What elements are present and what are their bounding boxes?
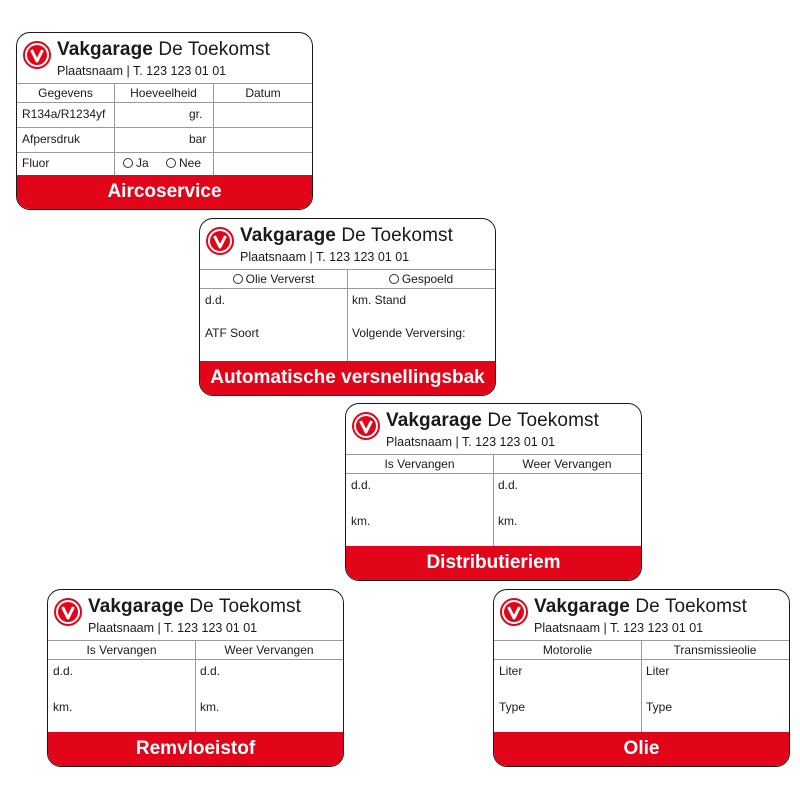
radio-olie-ververst[interactable]: Olie Ververst xyxy=(200,272,347,286)
vakgarage-logo-icon xyxy=(352,412,380,440)
vakgarage-logo-icon xyxy=(23,41,51,69)
distributieriem-label xyxy=(345,403,642,581)
brand-name: Vakgarage De Toekomst xyxy=(88,596,301,617)
table-header: Is Vervangen xyxy=(384,457,455,471)
field-label: km. xyxy=(351,514,371,528)
label-title-bar: Distributieriem xyxy=(346,546,641,580)
table-header: Datum xyxy=(245,86,281,100)
field-label: d.d. xyxy=(200,664,221,678)
field-label: d.d. xyxy=(498,478,519,492)
field-label: Volgende Verversing: xyxy=(352,326,466,340)
label-header xyxy=(48,590,343,640)
automatic-gearbox-label xyxy=(199,218,496,396)
field-label: ATF Soort xyxy=(205,326,259,340)
table-header: Hoeveelheid xyxy=(130,86,197,100)
table-header: Weer Vervangen xyxy=(224,643,314,657)
brand-name: Vakgarage De Toekomst xyxy=(240,225,453,246)
label-title-bar: Automatische versnellingsbak xyxy=(200,361,495,395)
row-label: R134a/R1234yf xyxy=(22,107,106,121)
label-header xyxy=(17,33,312,83)
table-header: Weer Vervangen xyxy=(522,457,612,471)
field-label: Liter xyxy=(499,664,523,678)
table-header: Transmissieolie xyxy=(673,643,757,657)
aircoservice-label xyxy=(16,32,313,210)
brand-name: Vakgarage De Toekomst xyxy=(386,410,599,431)
olie-label xyxy=(493,589,790,767)
remvloeistof-label xyxy=(47,589,344,767)
vakgarage-logo-icon xyxy=(206,227,234,255)
brand-subline: Plaatsnaam | T. 123 123 01 01 xyxy=(534,621,704,635)
table-header: Motorolie xyxy=(542,643,593,657)
row-unit: gr. xyxy=(189,107,203,121)
gearbox-table xyxy=(200,269,495,362)
field-label: km. xyxy=(498,514,518,528)
radio-icon xyxy=(166,158,176,168)
radio-nee[interactable]: Nee xyxy=(166,156,201,170)
field-label: km. xyxy=(200,700,220,714)
radio-icon xyxy=(233,274,243,284)
field-label: km. xyxy=(53,700,73,714)
field-label: Liter xyxy=(646,664,670,678)
label-header xyxy=(494,590,789,640)
field-label: d.d. xyxy=(53,664,74,678)
field-label: d.d. xyxy=(205,293,226,307)
brand-subline: Plaatsnaam | T. 123 123 01 01 xyxy=(57,64,227,78)
field-label: km. Stand xyxy=(352,293,407,307)
brand-subline: Plaatsnaam | T. 123 123 01 01 xyxy=(240,250,410,264)
table-header: Is Vervangen xyxy=(86,643,157,657)
radio-ja[interactable]: Ja xyxy=(123,156,149,170)
label-header xyxy=(200,219,495,269)
brand-subline: Plaatsnaam | T. 123 123 01 01 xyxy=(386,435,556,449)
table-header: Gegevens xyxy=(38,86,93,100)
field-label: Type xyxy=(646,700,673,714)
brand-subline: Plaatsnaam | T. 123 123 01 01 xyxy=(88,621,258,635)
brand-name: Vakgarage De Toekomst xyxy=(57,39,270,60)
label-title-bar: Remvloeistof xyxy=(48,732,343,766)
vakgarage-logo-icon xyxy=(54,598,82,626)
airco-table xyxy=(17,83,312,176)
radio-icon xyxy=(123,158,133,168)
row-unit: bar xyxy=(189,132,207,146)
brand-name: Vakgarage De Toekomst xyxy=(534,596,747,617)
row-label: Fluor xyxy=(22,156,50,170)
remvloeistof-table xyxy=(48,640,343,733)
radio-gespoeld[interactable]: Gespoeld xyxy=(347,272,495,286)
radio-icon xyxy=(389,274,399,284)
row-label: Afpersdruk xyxy=(22,132,81,146)
olie-table xyxy=(494,640,789,733)
vakgarage-logo-icon xyxy=(500,598,528,626)
label-title-bar: Aircoservice xyxy=(17,175,312,209)
label-header xyxy=(346,404,641,454)
field-label: d.d. xyxy=(351,478,372,492)
field-label: Type xyxy=(499,700,526,714)
distributie-table xyxy=(346,454,641,547)
label-title-bar: Olie xyxy=(494,732,789,766)
